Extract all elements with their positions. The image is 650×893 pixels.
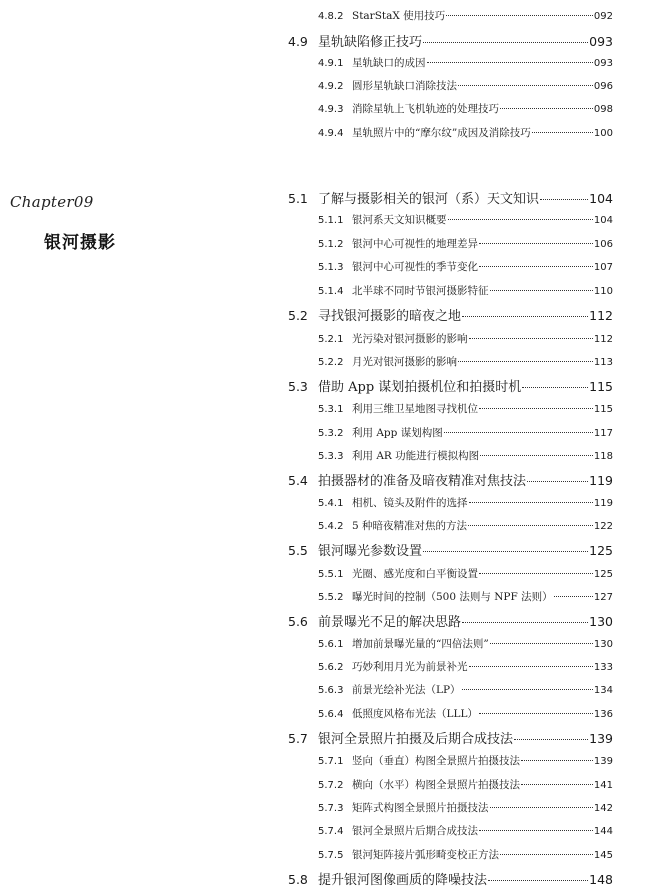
toc-entry-number: 5.1	[288, 191, 308, 206]
dot-leader	[468, 525, 593, 526]
dot-leader	[554, 596, 593, 597]
toc-entry-number: 5.6.1	[318, 639, 344, 650]
toc-entry-title: 拍摄器材的准备及暗夜精准对焦技法	[318, 474, 527, 489]
toc-subsection-entry[interactable]	[318, 78, 613, 93]
toc-entry-page: 104	[593, 215, 613, 226]
toc-entry-number: 4.9	[288, 34, 308, 49]
toc-entry-number: 5.1.1	[318, 215, 344, 226]
toc-entry-page: 092	[593, 11, 613, 22]
toc-entry-number: 5.5.2	[318, 592, 344, 603]
dot-leader	[500, 108, 593, 109]
dot-leader	[521, 784, 593, 785]
toc-entry-number: 4.9.4	[318, 128, 344, 139]
toc-section-entry[interactable]	[288, 31, 613, 50]
toc-subsection-entry[interactable]	[318, 101, 613, 116]
toc-subsection-entry[interactable]	[318, 518, 613, 533]
toc-entry-title: 光污染对银河摄影的影响	[352, 333, 468, 345]
dot-leader	[469, 666, 593, 667]
toc-subsection-entry[interactable]	[318, 823, 613, 838]
toc-entry-title: 银河全景照片后期合成技法	[352, 825, 478, 837]
toc-section-entry[interactable]	[288, 188, 613, 207]
toc-entry-number: 5.3.3	[318, 451, 344, 462]
toc-entry-number: 5.6.3	[318, 685, 344, 696]
toc-entry-page: 145	[593, 850, 613, 861]
toc-entry-title: 增加前景曝光量的“四倍法则”	[352, 638, 489, 650]
toc-subsection-entry[interactable]	[318, 354, 613, 369]
toc-section-entry[interactable]	[288, 540, 613, 559]
dot-leader	[532, 132, 593, 133]
toc-entry-number: 4.9.2	[318, 81, 344, 92]
dot-leader	[522, 387, 588, 388]
toc-entry-number: 4.8.2	[318, 11, 344, 22]
dot-leader	[490, 807, 593, 808]
toc-entry-number: 4.9.1	[318, 58, 344, 69]
toc-subsection-entry[interactable]	[318, 212, 613, 227]
toc-entry-page: 133	[593, 662, 613, 673]
toc-subsection-entry[interactable]	[318, 236, 613, 251]
toc-subsection-entry[interactable]	[318, 331, 613, 346]
dot-leader	[458, 361, 593, 362]
toc-entry-title: 寻找银河摄影的暗夜之地	[318, 309, 462, 324]
chapter-script-label: Chapter09	[10, 193, 94, 211]
toc-entry-page: 118	[593, 451, 613, 462]
toc-entry-page: 136	[593, 709, 613, 720]
dot-leader	[488, 880, 588, 881]
dot-leader	[444, 432, 593, 433]
toc-entry-number: 5.4.1	[318, 498, 344, 509]
toc-section-entry[interactable]	[288, 305, 613, 324]
toc-entry-title: 巧妙利用月光为前景补光	[352, 661, 468, 673]
dot-leader	[462, 316, 588, 317]
dot-leader	[540, 199, 588, 200]
dot-leader	[479, 713, 593, 714]
toc-entry-page: 142	[593, 803, 613, 814]
toc-entry-title: 竖向（垂直）构图全景照片拍摄技法	[352, 755, 520, 767]
toc-entry-page: 119	[589, 473, 613, 488]
dot-leader	[446, 15, 593, 16]
toc-entry-title: 利用 App 谋划构图	[352, 427, 443, 439]
toc-entry-number: 5.1.4	[318, 286, 344, 297]
toc-entry-title: 横向（水平）构图全景照片拍摄技法	[352, 779, 520, 791]
toc-entry-number: 5.5	[288, 543, 308, 558]
toc-subsection-entry[interactable]	[318, 495, 613, 510]
toc-subsection-entry[interactable]	[318, 566, 613, 581]
toc-subsection-entry[interactable]	[318, 777, 613, 792]
toc-entry-title: 前景曝光不足的解决思路	[318, 615, 462, 630]
toc-entry-page: 115	[589, 379, 613, 394]
toc-entry-page: 130	[593, 639, 613, 650]
toc-entry-title: 光圈、感光度和白平衡设置	[352, 568, 478, 580]
toc-entry-number: 4.9.3	[318, 104, 344, 115]
dot-leader	[427, 62, 593, 63]
toc-entry-page: 104	[589, 191, 613, 206]
toc-entry-title: 曝光时间的控制（500 法则与 NPF 法则）	[352, 591, 553, 603]
toc-entry-number: 5.7.5	[318, 850, 344, 861]
dot-leader	[480, 455, 593, 456]
toc-subsection-entry[interactable]	[318, 259, 613, 274]
toc-entry-number: 5.4.2	[318, 521, 344, 532]
dot-leader	[479, 408, 593, 409]
toc-subsection-entry[interactable]	[318, 753, 613, 768]
toc-entry-title: 相机、镜头及附件的选择	[352, 497, 468, 509]
toc-subsection-entry[interactable]	[318, 448, 613, 463]
toc-entry-title: 利用三维卫星地图寻找机位	[352, 403, 478, 415]
dot-leader	[514, 739, 588, 740]
toc-entry-title: 银河中心可视性的季节变化	[352, 261, 478, 273]
chapter-title: 银河摄影	[44, 233, 116, 253]
dot-leader	[448, 219, 593, 220]
toc-entry-title: 利用 AR 功能进行模拟构图	[352, 450, 480, 462]
toc-entry-number: 5.2	[288, 308, 308, 323]
toc-entry-number: 5.1.2	[318, 239, 344, 250]
toc-subsection-entry[interactable]	[318, 55, 613, 70]
toc-entry-page: 148	[589, 872, 613, 887]
dot-leader	[500, 854, 593, 855]
toc-entry-number: 5.7.1	[318, 756, 344, 767]
toc-entry-page: 125	[593, 569, 613, 580]
toc-entry-title: 银河中心可视性的地理差异	[352, 238, 478, 250]
toc-entry-page: 110	[593, 286, 613, 297]
dot-leader	[479, 830, 593, 831]
toc-subsection-entry[interactable]	[318, 682, 613, 697]
toc-subsection-entry[interactable]	[318, 125, 613, 140]
toc-entry-page: 125	[589, 543, 613, 558]
toc-entry-title: 前景光绘补光法（LP）	[352, 684, 461, 696]
toc-subsection-entry[interactable]	[318, 706, 613, 721]
toc-entry-title: 银河全景照片拍摄及后期合成技法	[318, 732, 514, 747]
toc-entry-number: 5.2.2	[318, 357, 344, 368]
toc-entry-title: 矩阵式构图全景照片拍摄技法	[352, 802, 489, 814]
toc-entry-number: 5.3.2	[318, 428, 344, 439]
toc-entry-title: 北半球不同时节银河摄影特征	[352, 285, 489, 297]
dot-leader	[469, 502, 593, 503]
toc-section-entry[interactable]	[288, 470, 613, 489]
toc-section-entry[interactable]	[288, 728, 613, 747]
toc-entry-page: 144	[593, 826, 613, 837]
toc-entry-page: 096	[593, 81, 613, 92]
toc-entry-number: 5.5.1	[318, 569, 344, 580]
toc-entry-number: 5.8	[288, 872, 308, 887]
toc-entry-number: 5.6.4	[318, 709, 344, 720]
toc-section-entry[interactable]	[288, 376, 613, 395]
toc-subsection-entry[interactable]	[318, 8, 613, 23]
toc-entry-title: 银河矩阵接片弧形畸变校正方法	[352, 849, 499, 861]
dot-leader	[462, 622, 588, 623]
dot-leader	[479, 266, 593, 267]
toc-entry-number: 5.7.3	[318, 803, 344, 814]
dot-leader	[458, 85, 593, 86]
toc-entry-number: 5.6	[288, 614, 308, 629]
toc-entry-page: 117	[593, 428, 613, 439]
toc-entry-page: 127	[593, 592, 613, 603]
toc-subsection-entry[interactable]	[318, 283, 613, 298]
toc-entry-page: 115	[593, 404, 613, 415]
dot-leader	[479, 573, 593, 574]
toc-entry-page: 119	[593, 498, 613, 509]
toc-entry-title: 圆形星轨缺口消除技法	[352, 80, 457, 92]
toc-entry-page: 139	[589, 731, 613, 746]
toc-entry-title: 星轨缺口的成因	[352, 57, 426, 69]
toc-section-entry[interactable]	[288, 611, 613, 630]
toc-entry-page: 093	[589, 34, 613, 49]
toc-entry-page: 107	[593, 262, 613, 273]
toc-entry-page: 112	[593, 334, 613, 345]
toc-entry-page: 106	[593, 239, 613, 250]
toc-entry-page: 130	[589, 614, 613, 629]
toc-entry-page: 139	[593, 756, 613, 767]
toc-entry-title: 银河曝光参数设置	[318, 544, 423, 559]
toc-subsection-entry[interactable]	[318, 425, 613, 440]
dot-leader	[490, 290, 593, 291]
toc-entry-title: 提升银河图像画质的降噪技法	[318, 873, 488, 888]
dot-leader	[490, 643, 593, 644]
toc-entry-number: 5.4	[288, 473, 308, 488]
toc-entry-number: 5.7	[288, 731, 308, 746]
toc-entry-number: 5.2.1	[318, 334, 344, 345]
toc-entry-title: 银河系天文知识概要	[352, 214, 447, 226]
toc-entry-title: 借助 App 谋划拍摄机位和拍摄时机	[318, 380, 522, 395]
dot-leader	[423, 551, 588, 552]
toc-subsection-entry[interactable]	[318, 847, 613, 862]
dot-leader	[423, 42, 588, 43]
toc-entry-title: 5 种暗夜精准对焦的方法	[352, 520, 468, 532]
toc-entry-page: 093	[593, 58, 613, 69]
toc-entry-title: StarStaX 使用技巧	[352, 10, 446, 22]
toc-entry-number: 5.3.1	[318, 404, 344, 415]
toc-entry-title: 消除星轨上飞机轨迹的处理技巧	[352, 103, 499, 115]
toc-entry-page: 112	[589, 308, 613, 323]
toc-entry-page: 141	[593, 780, 613, 791]
dot-leader	[521, 760, 593, 761]
toc-entry-title: 月光对银河摄影的影响	[352, 356, 457, 368]
toc-subsection-entry[interactable]	[318, 401, 613, 416]
toc-section-entry[interactable]	[288, 869, 613, 888]
toc-entry-number: 5.1.3	[318, 262, 344, 273]
toc-entry-page: 100	[593, 128, 613, 139]
toc-subsection-entry[interactable]	[318, 659, 613, 674]
dot-leader	[479, 243, 593, 244]
dot-leader	[469, 338, 593, 339]
toc-entry-page: 098	[593, 104, 613, 115]
toc-entry-number: 5.6.2	[318, 662, 344, 673]
toc-entry-page: 113	[593, 357, 613, 368]
toc-entry-number: 5.3	[288, 379, 308, 394]
toc-subsection-entry[interactable]	[318, 589, 613, 604]
toc-entry-page: 122	[593, 521, 613, 532]
toc-subsection-entry[interactable]	[318, 800, 613, 815]
toc-subsection-entry[interactable]	[318, 636, 613, 651]
dot-leader	[527, 481, 588, 482]
toc-entry-title: 低照度风格布光法（LLL）	[352, 708, 478, 720]
toc-entry-number: 5.7.4	[318, 826, 344, 837]
dot-leader	[462, 689, 593, 690]
toc-entry-title: 了解与摄影相关的银河（系）天文知识	[318, 192, 540, 207]
toc-entry-title: 星轨照片中的“摩尔纹”成因及消除技巧	[352, 127, 531, 139]
toc-entry-page: 134	[593, 685, 613, 696]
toc-entry-title: 星轨缺陷修正技巧	[318, 35, 423, 50]
toc-entry-number: 5.7.2	[318, 780, 344, 791]
